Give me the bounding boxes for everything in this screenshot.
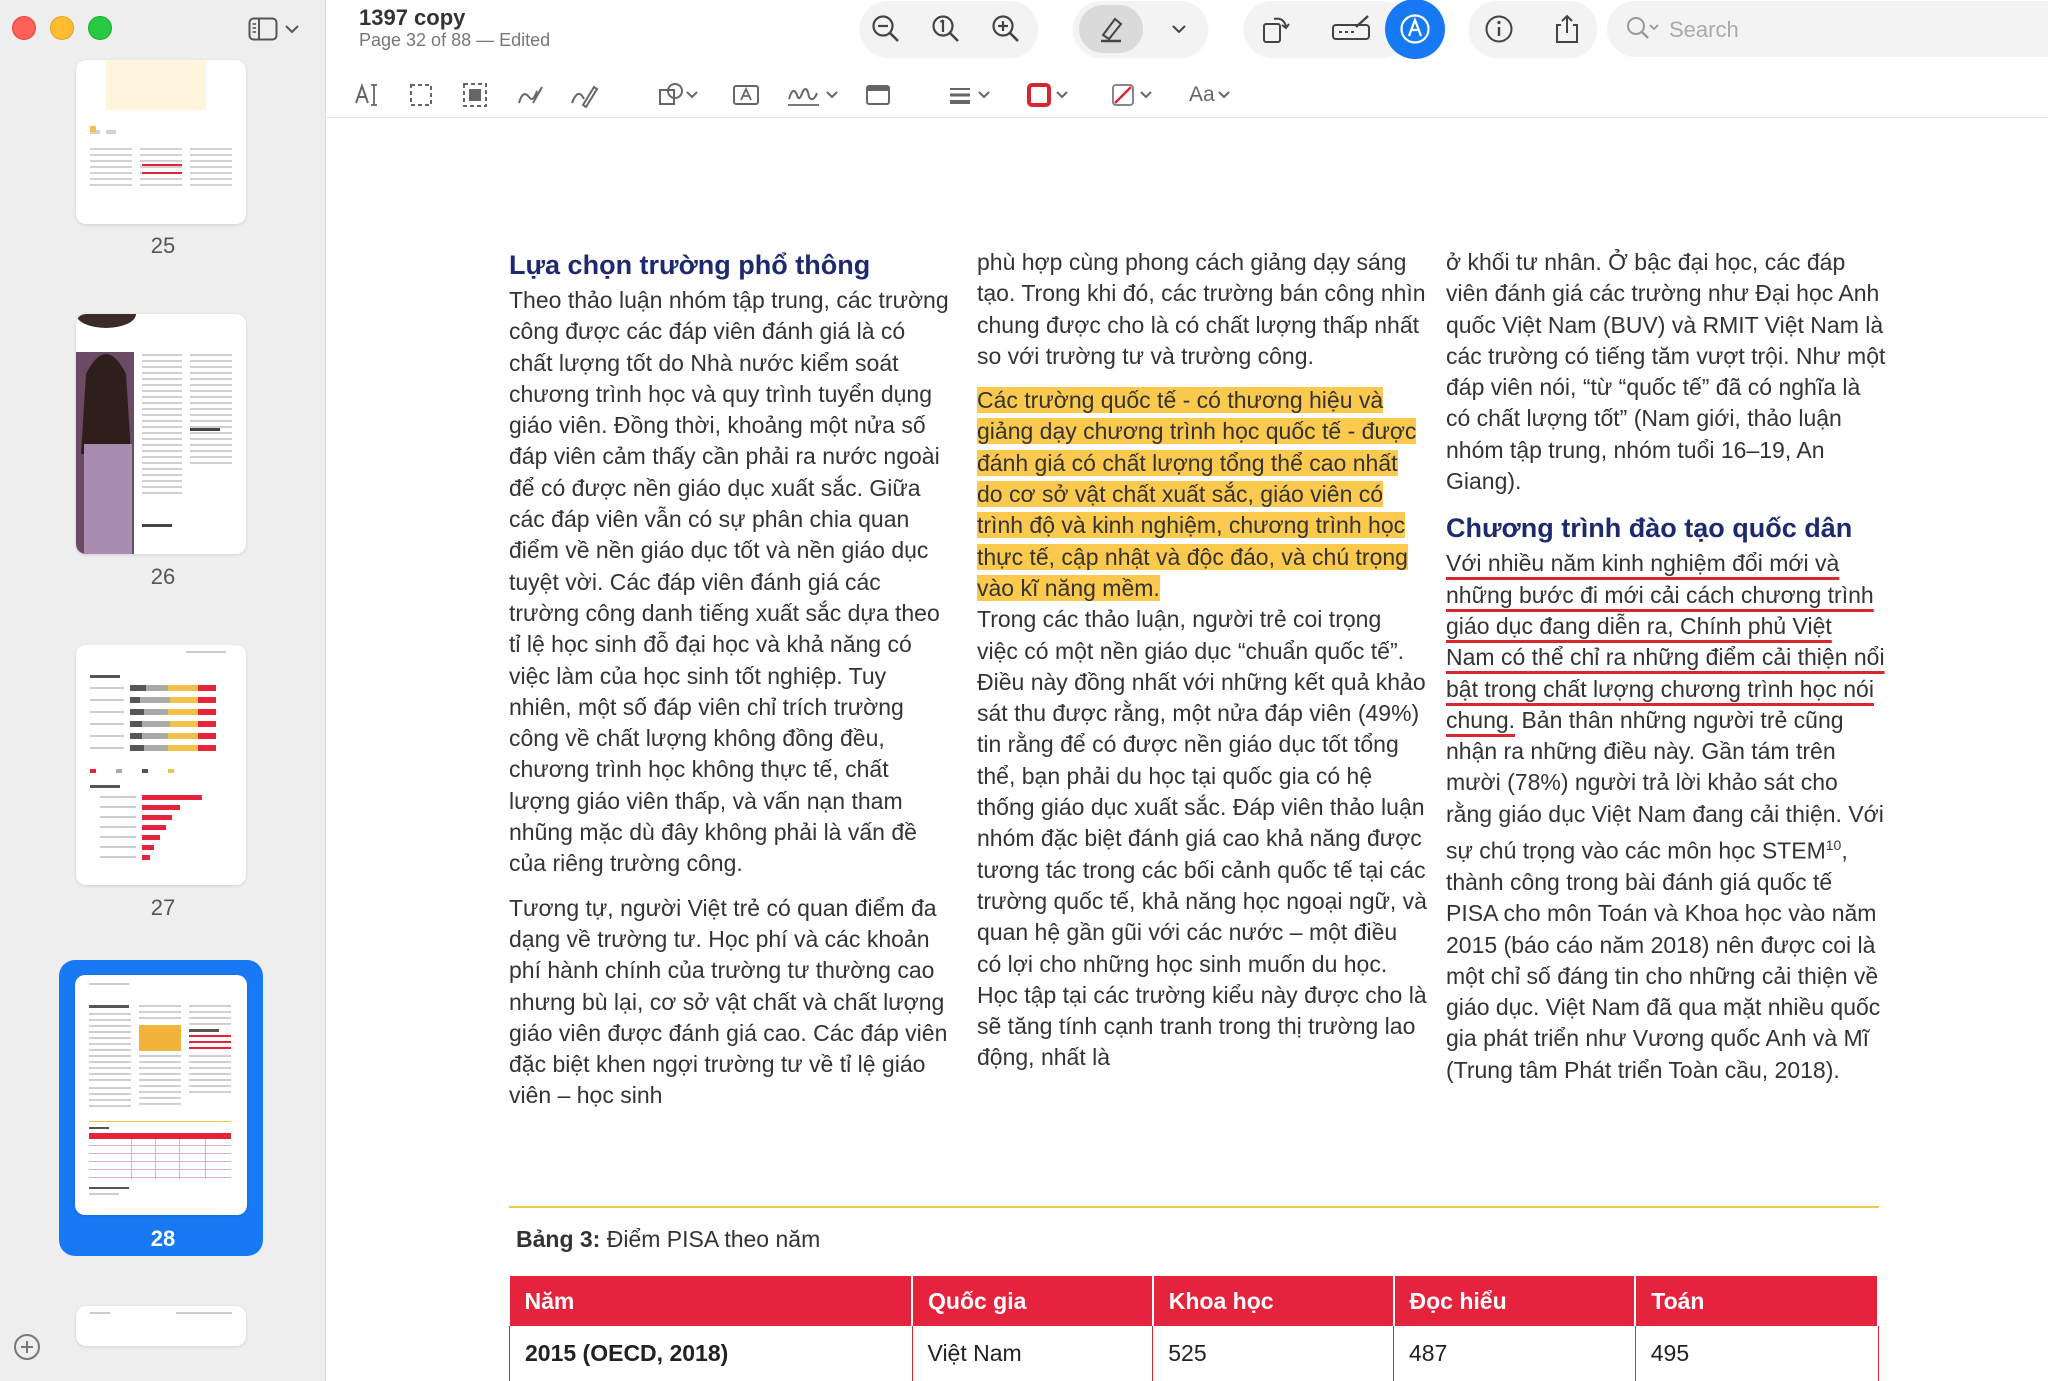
instant-alpha-tool[interactable]	[461, 80, 489, 110]
shapes-menu[interactable]	[657, 80, 701, 110]
paragraph	[1446, 548, 1886, 1086]
line-style-menu[interactable]	[947, 80, 993, 110]
actual-size-button[interactable]	[928, 11, 964, 47]
page-thumbnail-25[interactable]	[76, 60, 246, 224]
text-selection-tool[interactable]	[353, 80, 383, 110]
page-thumbnail-27[interactable]	[76, 645, 246, 885]
sketch-tool[interactable]	[515, 80, 545, 110]
signature-icon	[785, 81, 841, 109]
paragraph-text: Bản thân những người trẻ cũng nhận ra những điều này. Gần tám trên mười (78%) người trả lời khảo sát cho rằng giáo dục Việt Nam đang cải thiện. Với sự chú trọng vào các môn học STEM	[1446, 706, 1884, 864]
page-thumbnail-29[interactable]	[76, 1306, 246, 1346]
note-tool[interactable]	[863, 80, 893, 110]
text-column-3[interactable]	[1446, 247, 1886, 1099]
table-caption	[516, 1226, 820, 1253]
page-number-label: 25	[150, 233, 176, 258]
page-number-label: 26	[150, 564, 176, 589]
dashed-rectangle-icon	[407, 81, 435, 109]
document-subtitle: Page 32 of 88 — Edited	[359, 30, 551, 50]
column-header: Đọc hiểu	[1394, 1276, 1636, 1326]
add-page-button[interactable]	[14, 1334, 40, 1360]
zoom-in-icon	[991, 14, 1021, 44]
line-weight-icon	[947, 81, 993, 109]
share-button[interactable]	[1549, 11, 1585, 47]
border-color-menu[interactable]	[1025, 80, 1071, 110]
rotate-button[interactable]	[1258, 11, 1294, 47]
highlight-controls	[1073, 1, 1208, 57]
toolbar	[327, 0, 2048, 118]
highlighter-pen-icon	[1095, 13, 1127, 45]
zoom-controls	[860, 1, 1038, 57]
search-field[interactable]	[1607, 1, 2048, 57]
border-color-icon	[1025, 81, 1071, 109]
section-heading: Chương trình đào tạo quốc dân	[1446, 513, 1853, 544]
markup-toggle-button[interactable]	[1328, 11, 1376, 47]
page-preview-graphic	[75, 975, 247, 1215]
paragraph: ở khối tư nhân. Ở bậc đại học, các đáp viên đánh giá các trường như Đại học Anh quốc Việt Nam (BUV) và RMIT Việt Nam là các trường có tiếng tăm vượt trội. Như một đáp viên nói, “từ “quốc tế” đã có nghĩa là có chất lượng tốt” (Nam giới, thảo luận nhóm tập trung, nhóm tuổi 16–19, An Giang).	[1446, 249, 1886, 495]
zoom-actual-size-icon	[931, 14, 961, 44]
page-thumbnail-28[interactable]	[75, 975, 247, 1215]
paragraph-text: , thành công trong bài đánh giá quốc tế PISA cho môn Toán và Khoa học vào năm 2015 (báo cáo năm 2018) nên được coi là một chỉ số đáng tin cho những cải thiện về giáo dục. Việt Nam đã qua mặt nhiều quốc gia phát triển như Vương quốc Anh và Mĩ (Trung tâm Phát triển Toàn cầu, 2018).	[1446, 837, 1881, 1083]
paragraph: Trong các thảo luận, người trẻ coi trọng việc có một nền giáo dục “chuẩn quốc tế”. Điều này đồng nhất với những kết quả khảo sát thu được rằng, một nửa đáp viên (49%) tin rằng để có được nền giáo dục tốt tổng thể, bạn phải du học tại quốc gia có hệ thống giáo dục xuất sắc. Đáp viên thảo luận nhóm đặc biệt đánh giá cao khả năng được tương tác trong các bối cảnh quốc tế tại các trường quốc tế, khả năng học ngoại ngữ, và quan hệ gần gũi với các nước – một điều có lợi cho những học sinh muốn du học. Học tập tại các trường kiểu này được cho là sẽ tăng tính cạnh tranh trong thị trường lao động, nhất là	[977, 606, 1427, 1071]
fill-none-icon	[1109, 81, 1155, 109]
document-title[interactable]: 1397 copy	[359, 5, 466, 30]
column-header: Khoa học	[1153, 1276, 1394, 1326]
table-cell: 2015 (OECD, 2018)	[510, 1326, 913, 1381]
chevron-down-icon	[1171, 23, 1187, 35]
pen-tip-circle-icon	[1398, 12, 1432, 46]
text-style-menu[interactable]	[1189, 80, 1233, 110]
page-preview-graphic	[76, 314, 246, 554]
underlined-passage[interactable]: Với nhiều năm kinh nghiệm đổi mới và những bước đi mới cải cách chương trình giáo dục đang diễn ra, Chính phủ Việt Nam có thể chỉ ra những điểm cải thiện nổi bật trong chất lượng chương trình học nói chung.	[1446, 550, 1885, 733]
table-caption-label: Bảng 3:	[516, 1226, 601, 1252]
zoom-window-button[interactable]	[88, 16, 112, 40]
text-column-1[interactable]	[509, 247, 949, 1125]
sketch-pen-icon	[515, 81, 545, 109]
highlight-style-menu[interactable]	[1161, 11, 1197, 47]
section-heading: Lựa chọn trường phổ thông	[509, 250, 871, 280]
highlight-button[interactable]	[1079, 5, 1143, 53]
page-preview-graphic	[76, 645, 246, 885]
rectangular-selection-tool[interactable]	[407, 80, 435, 110]
info-icon	[1484, 14, 1514, 44]
annotate-button[interactable]	[1385, 0, 1445, 59]
page-number-label: 27	[150, 895, 176, 920]
fill-color-menu[interactable]	[1109, 80, 1155, 110]
draw-pen-icon	[569, 81, 599, 109]
table-cell: 495	[1635, 1326, 1878, 1381]
plus-icon	[16, 1336, 38, 1358]
search-icon	[1625, 15, 1661, 43]
draw-tool[interactable]	[569, 80, 599, 110]
page-preview-graphic	[76, 60, 246, 224]
column-header: Quốc gia	[912, 1276, 1153, 1326]
zoom-out-button[interactable]	[868, 11, 904, 47]
paragraph: phù hợp cùng phong cách giảng dạy sáng tạo. Trong khi đó, các trường bán công nhìn chung được cho là có chất lượng thấp nhất so với trường tư và trường công.	[977, 249, 1426, 369]
text-box-icon	[731, 81, 761, 109]
sign-menu[interactable]	[785, 80, 841, 110]
sidebar-icon	[248, 17, 278, 41]
table-row	[510, 1326, 1879, 1381]
column-header: Toán	[1635, 1276, 1878, 1326]
thumbnail-sidebar[interactable]	[0, 0, 326, 1381]
text-box-tool[interactable]	[731, 80, 761, 110]
zoom-in-button[interactable]	[988, 11, 1024, 47]
text-style-label: Aa	[1189, 83, 1215, 106]
rotate-left-icon	[1260, 13, 1292, 45]
chevron-down-icon	[284, 23, 300, 35]
info-share-controls	[1469, 1, 1597, 57]
window-note-icon	[863, 81, 893, 109]
close-window-button[interactable]	[12, 16, 36, 40]
page-thumbnail-26[interactable]	[76, 314, 246, 554]
selection-filled-icon	[461, 81, 489, 109]
paragraph: Theo thảo luận nhóm tập trung, các trường công được các đáp viên đánh giá là có chất lượng tốt do Nhà nước kiểm soát chương trình học và quy trình tuyển dụng giáo viên. Đồng thời, khoảng một nửa số đáp viên cảm thấy cần phải ra nước ngoài để có được nền giáo dục xuất sắc. Giữa các đáp viên vẫn có sự phân chia quan điểm về nền giáo dục tốt và nền giáo dục tuyệt vời. Các đáp viên đánh giá các trường công danh tiếng xuất sắc dựa theo tỉ lệ học sinh đỗ đại học và khả năng có việc làm của học sinh tốt nghiệp. Tuy nhiên, một số đáp viên chỉ trích trường công về chất lượng không đồng đều, chương trình học không thực tế, chất lượng giáo viên thấp, và vấn nạn tham nhũng mặc dù đây không phải là vấn đề của riêng trường công.	[509, 287, 949, 877]
text-cursor-icon	[353, 81, 383, 109]
page-number-label: 28	[150, 1226, 176, 1251]
table-cell: Việt Nam	[912, 1326, 1153, 1381]
paragraph: Tương tự, người Việt trẻ có quan điểm đa dạng về trường tư. Học phí và các khoản phí hành chính của trường tư thường cao nhưng bù lại, cơ sở vật chất và chất lượng giáo viên được đánh giá cao. Các đáp viên đặc biệt khen ngợi trường tư về tỉ lệ giáo viên – học sinh	[509, 894, 948, 1109]
table-cell: 525	[1153, 1326, 1394, 1381]
shapes-icon	[657, 81, 701, 109]
share-icon	[1552, 13, 1582, 45]
search-placeholder: Search	[1669, 17, 1739, 42]
zoom-out-icon	[871, 14, 901, 44]
column-header: Năm	[510, 1276, 913, 1326]
highlighted-passage[interactable]: Các trường quốc tế - có thương hiệu và giảng dạy chương trình học quốc tế - được đánh giá có chất lượng tổng thể cao nhất do cơ sở vật chất xuất sắc, giáo viên có trình độ và kinh nghiệm, chương trình học thực tế, cập nhật và độc đáo, và chú trọng vào kĩ năng mềm.	[977, 387, 1417, 601]
table-caption-text: Điểm PISA theo năm	[600, 1226, 821, 1252]
chevron-down-icon	[1215, 81, 1233, 109]
markup-toolbox-icon	[1330, 13, 1374, 45]
sidebar-toggle-button[interactable]	[248, 14, 308, 44]
minimize-window-button[interactable]	[50, 16, 74, 40]
table-header-row	[510, 1276, 1879, 1326]
page-preview-graphic	[76, 1306, 246, 1346]
footnote-reference: 10	[1825, 837, 1842, 854]
table-cell: 487	[1394, 1326, 1636, 1381]
table-divider	[509, 1206, 1879, 1208]
info-button[interactable]	[1481, 11, 1517, 47]
pisa-table	[509, 1276, 1879, 1381]
text-column-2[interactable]	[977, 247, 1427, 1087]
